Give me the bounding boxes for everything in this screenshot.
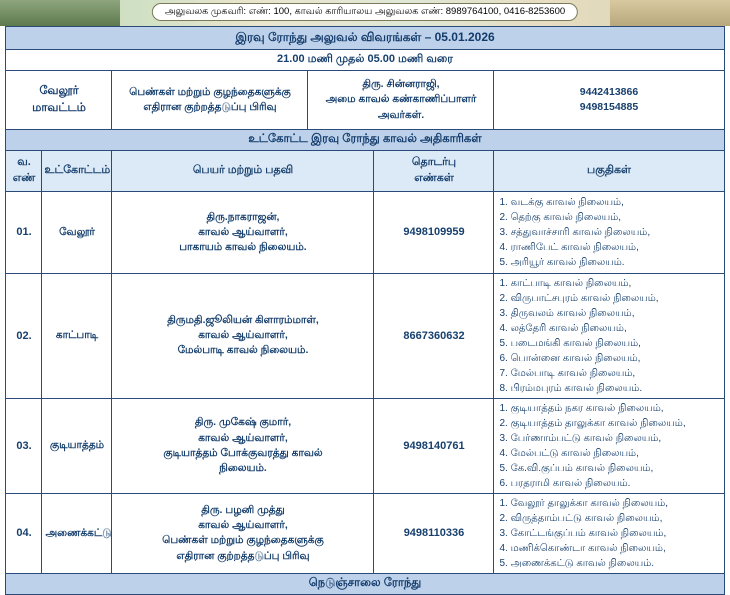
district-phone-2: 9498154885 <box>579 101 639 113</box>
table-row <box>6 191 724 273</box>
row-subdivision: வேலூர் <box>42 191 112 273</box>
area-item: 5. அரியூர் காவல் நிலையம். <box>499 256 625 268</box>
area-item: 5. கே.வி.குப்பம் காவல் நிலையம், <box>499 462 654 474</box>
row-sl-no: 02. <box>6 273 42 398</box>
highway-patrol-label: நெடுஞ்சாலை ரோந்து <box>6 573 724 594</box>
district-contact-numbers <box>494 71 724 130</box>
row-contact: 9498110336 <box>374 493 494 573</box>
area-item: 1. வடக்கு காவல் நிலையம், <box>499 196 624 208</box>
area-item: 4. மணிக்கொண்டா காவல் நிலையம், <box>499 542 666 554</box>
table-row <box>6 273 724 398</box>
banner-left-image <box>0 0 120 26</box>
area-item: 2. விருத்தாம்பட்டு காவல் நிலையம், <box>499 512 663 524</box>
row-contact: 8667360632 <box>374 273 494 398</box>
section-header-row <box>6 130 724 151</box>
night-patrol-table <box>5 26 724 595</box>
column-header-contact: தொடர்பு எண்கள் <box>374 151 494 192</box>
area-item: 5. படைமங்கி காவல் நிலையம், <box>499 337 641 349</box>
table-row <box>6 398 724 493</box>
office-address-text: அலுவலக முகவரி: எண்: 100, காவல் காரியாலய அலுவலக எண்: 8989764100, 0416-8253600 <box>152 3 578 21</box>
area-item: 2. குடியாத்தம் தாலுக்கா காவல் நிலையம், <box>499 417 686 429</box>
column-header-subdivision: உட்கோட்டம் <box>42 151 112 192</box>
area-item: 2. விருபாட்சபுரம் காவல் நிலையம், <box>499 292 659 304</box>
page-title: இரவு ரோந்து அலுவல் விவரங்கள் – 05.01.2026 <box>6 27 724 50</box>
column-header-name-designation: பெயர் மற்றும் பதவி <box>112 151 374 192</box>
row-areas <box>494 398 724 493</box>
row-sl-no: 03. <box>6 398 42 493</box>
section-header-label: உட்கோட்ட இரவு ரோந்து காவல் அதிகாரிகள் <box>6 130 724 151</box>
area-item: 4. லத்தேரி காவல் நிலையம், <box>499 322 627 334</box>
area-item: 6. பொன்னை காவல் நிலையம், <box>499 352 641 364</box>
area-item: 3. கோட்டங்குப்பம் காவல் நிலையம், <box>499 527 667 539</box>
patrol-time-text: 21.00 மணி முதல் 05.00 மணி வரை <box>6 50 724 71</box>
row-areas <box>494 493 724 573</box>
row-subdivision: காட்பாடி <box>42 273 112 398</box>
district-phone-1: 9442413866 <box>579 85 639 98</box>
row-name-designation: திரு.நாகராஜன், காவல் ஆய்வாளர், பாகாயம் காவல் நிலையம். <box>112 191 374 273</box>
area-item: 2. தெற்கு காவல் நிலையம், <box>499 211 622 223</box>
column-header-row <box>6 151 724 192</box>
area-item: 6. பரதராமி காவல் நிலையம். <box>499 477 631 489</box>
area-item: 3. திருவலம் காவல் நிலையம், <box>499 307 635 319</box>
area-item: 7. மேல்பாடி காவல் நிலையம், <box>499 367 636 379</box>
title-row <box>6 27 724 50</box>
wing-label: பெண்கள் மற்றும் குழந்தைகளுக்கு எதிரான குற்றத்தடுப்பு பிரிவு <box>112 71 308 130</box>
district-label: வேலூர் மாவட்டம் <box>6 71 112 130</box>
area-item: 4. ராணிபேட் காவல் நிலையம், <box>499 241 639 253</box>
area-item: 1. வேலூர் தாலுக்கா காவல் நிலையம், <box>499 497 669 509</box>
area-item: 8. பிரம்மபுரம் காவல் நிலையம். <box>499 382 643 394</box>
row-name-designation: திருமதி.ஜூலியன் கிளாரம்மாள், காவல் ஆய்வாளர், மேல்பாடி காவல் நிலையம். <box>112 273 374 398</box>
column-header-sl-no: வ. எண் <box>6 151 42 192</box>
row-subdivision: குடியாத்தம் <box>42 398 112 493</box>
district-header-row <box>6 71 724 130</box>
column-header-areas: பகுதிகள் <box>494 151 724 192</box>
area-item: 3. பேர்ணாம்பட்டு காவல் நிலையம், <box>499 432 662 444</box>
area-item: 3. சத்துவாச்சாரி காவல் நிலையம், <box>499 226 651 238</box>
page-banner <box>0 0 730 26</box>
area-item: 1. காட்பாடி காவல் நிலையம், <box>499 277 632 289</box>
row-areas <box>494 273 724 398</box>
area-item: 4. மேல்பட்டு காவல் நிலையம், <box>499 447 639 459</box>
row-subdivision: அணைக்கட்டு <box>42 493 112 573</box>
banner-right-image <box>610 0 730 26</box>
area-item: 5. அணைக்கட்டு காவல் நிலையம். <box>499 557 655 569</box>
row-name-designation: திரு. முகேஷ் குமார், காவல் ஆய்வாளர், குடியாத்தம் போக்குவரத்து காவல் நிலையம். <box>112 398 374 493</box>
row-contact: 9498140761 <box>374 398 494 493</box>
time-row <box>6 50 724 71</box>
footer-row <box>6 573 724 594</box>
row-name-designation: திரு. பழனி முத்து காவல் ஆய்வாளர், பெண்கள் மற்றும் குழந்தைகளுக்கு எதிரான குற்றத்தடுப்பு பிரிவு <box>112 493 374 573</box>
row-areas <box>494 191 724 273</box>
table-row <box>6 493 724 573</box>
supervising-officer: திரு. சின்னராஜி, அமை காவல் கண்காணிப்பாளர் அவர்கள். <box>308 71 494 130</box>
row-sl-no: 04. <box>6 493 42 573</box>
row-contact: 9498109959 <box>374 191 494 273</box>
area-item: 1. குடியாத்தம் நகர காவல் நிலையம், <box>499 402 664 414</box>
row-sl-no: 01. <box>6 191 42 273</box>
